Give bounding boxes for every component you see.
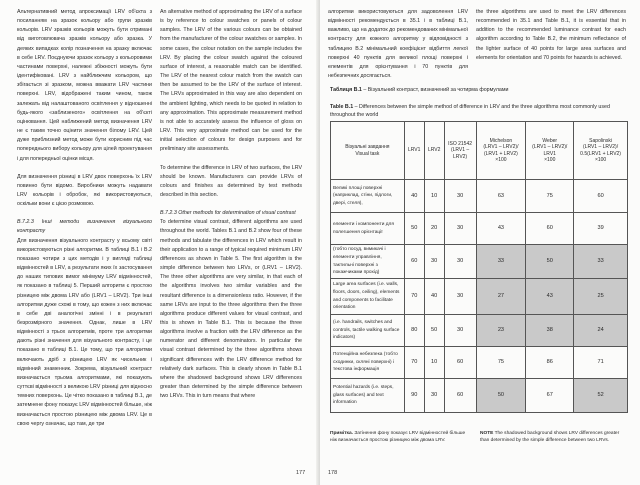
paragraph: To determine the difference in LRV of two surfaces, the LRV should be known. Manufacturers can provide LRVs of colours and finishes as determined by test methods described in this section. <box>160 164 302 198</box>
cell-weber: 67 <box>526 379 574 413</box>
header-sapolinski: Sapolinski (LRV1 – LRV2)/ 0.5(LRV1 + LRV2) ×100 <box>574 122 628 180</box>
cell-iso: 60 <box>444 347 476 379</box>
cell-weber: 60 <box>526 213 574 245</box>
cell-michelson: 75 <box>476 347 526 379</box>
cell-iso: 30 <box>444 279 476 315</box>
cell-michelson: 33 <box>476 245 526 279</box>
caption-text: Differences between the simple method of difference in LRV and the three algorithms most commonly used throughout the world <box>330 104 610 118</box>
header-michelson: Michelson (LRV1 – LRV2)/ (LRV1 + LRV2) ×100 <box>476 122 526 180</box>
note-label: Примітка. <box>330 431 353 436</box>
cell-sapolinski: 71 <box>574 347 628 379</box>
cell-lrv2: 10 <box>424 347 444 379</box>
cell-sapolinski: 39 <box>574 213 628 245</box>
table-row <box>331 245 628 279</box>
cell-lrv1: 50 <box>404 213 424 245</box>
cell-iso: 30 <box>444 315 476 347</box>
cell-lrv2: 10 <box>424 180 444 213</box>
cell-michelson: 27 <box>476 279 526 315</box>
cell-michelson: 63 <box>476 180 526 213</box>
paragraph: Для визначення різниці в LRV двох поверхонь їх LRV повинно бути відомо. Виробники можуть надавати LRV кольорів і обробок, які використовуються, оскільки вони є цією розмовою. <box>17 173 152 208</box>
cell-sapolinski: 33 <box>574 245 628 279</box>
caption-text: Візуальний контраст, визначений за чотирма формулами <box>367 87 509 93</box>
cell-sapolinski: 24 <box>574 315 628 347</box>
cell-iso: 30 <box>444 245 476 279</box>
header-iso: ISO 21542 (LRV1 – LRV2) <box>444 122 476 180</box>
cell-visual-task: (тобто посуд, вимикачі і елементи управління, тактильні поверхні з покажчиками прохід) <box>331 245 405 279</box>
table-caption-en: Table B.1 – Differences between the simple method of difference in LRV and the three algorithms most commonly used throughout the world <box>330 104 610 118</box>
table-row <box>331 279 628 315</box>
cell-visual-task: Великі площі поверхні (наприклад, стіни, підлоги, двері, стеля), <box>331 180 405 213</box>
table-row <box>331 347 628 379</box>
cell-visual-task: Потенційна небезпека (тобто сходинки, скляні поверхні) і текстова інформація <box>331 347 405 379</box>
table-row <box>331 315 628 347</box>
cell-visual-task: Potential hazards (i.e. steps, glass surfaces) and text information <box>331 379 405 413</box>
header-lrv1: LRV1 <box>404 122 424 180</box>
cell-weber: 50 <box>526 245 574 279</box>
cell-michelson: 50 <box>476 379 526 413</box>
cell-iso: 30 <box>444 180 476 213</box>
right-page <box>320 0 640 485</box>
cell-weber: 75 <box>526 180 574 213</box>
paragraph: алгоритми використовуються для задоволення LRV відмінності рекомендується в 35.1 і в таблиці В.1, важливо, що на додаток до рекомендованих мінімальної контрасту для кожного алгоритму у відповідності з таблицею В.2 мінімальний коефіцієнт відбиття легкої поверхні 40 пунктів для великої площі поверхні і елементів для орієнтування і 70 пунктів для небезпечних досягається. <box>328 9 468 80</box>
table-row <box>331 379 628 413</box>
cell-weber: 38 <box>526 315 574 347</box>
cell-lrv1: 60 <box>404 245 424 279</box>
section-heading: B.7.2.3 Other methods for determination of visual contrast <box>160 210 296 217</box>
cell-visual-task: елементи і компоненти для полегшення орієнтації <box>331 213 405 245</box>
cell-lrv2: 50 <box>424 315 444 347</box>
table-body <box>331 180 628 413</box>
table-caption-uk: Таблиця В.1 – Візуальний контраст, визначений за чотирма формулами <box>330 87 509 93</box>
cell-lrv2: 20 <box>424 213 444 245</box>
caption-label: Таблиця В.1 <box>330 87 362 93</box>
cell-lrv2: 30 <box>424 379 444 413</box>
header-lrv2: LRV2 <box>424 122 444 180</box>
paragraph: the three algorithms are used to meet the LRV differences recommended in 35.1 and Table B.1, it is essential that in addition to the recommended luminance contrast for each algorithm according to Table B.2, the minimum reflectance of the lighter surface of 40 points for large area surfaces and elements for orientation and 70 points for hazards is achieved. <box>476 9 626 61</box>
cell-visual-task: (i.e. handrails, switches and controls, tactile walking surface indicators) <box>331 315 405 347</box>
cell-iso: 60 <box>444 379 476 413</box>
cell-weber: 43 <box>526 279 574 315</box>
note-label: NOTE <box>480 431 494 436</box>
cell-sapolinski: 60 <box>574 180 628 213</box>
left-col-ukrainian <box>17 8 152 463</box>
right-top-english <box>476 8 626 84</box>
cell-lrv1: 70 <box>404 347 424 379</box>
note-text: Затінення фону показує LRV відмінностей більше ніж визначається простою різницею між двома LRV. <box>330 431 466 443</box>
comparison-table <box>330 121 628 413</box>
paragraph: To determine visual contrast, different algorithms are used throughout the world. Tables B.1 and B.2 show four of these methods and tabulate the differences in LRV which result in their application to a range of typical required minimum LRV differences as shown in Table 5. The first algorithm is the simple difference between two LRVs, or (LRV1 – LRV2). The three other algorithms are very similar, in that each of the algorithms involves two similar variables and the resultant difference is a dimensionless ratio. However, if the same LRVs are input to the three algorithms then the three algorithms produce different values for visual contrast, and this is shown in Table B.1. This is because the three algorithms involve a fraction with the LRV difference as the numerator and different denominators. In particular the visual contrast determined by the three algorithms shows significant differences with the LRV difference method for relatively dark surfaces. This is clearly shown in Table B.1 where the shadowed background shows LRV differences greater than determined by the simple difference between two LRVs. This in turn means that where <box>160 219 302 400</box>
cell-michelson: 23 <box>476 315 526 347</box>
table-row <box>331 180 628 213</box>
header-visual-task: Візуальні завдання Visual task <box>331 122 405 180</box>
table-row <box>331 213 628 245</box>
cell-michelson: 43 <box>476 213 526 245</box>
cell-sapolinski: 52 <box>574 379 628 413</box>
paragraph: Альтернативний метод апроксимації LRV об'єкта з посиланням на зразок кольору або групи зразків кольорів. LRV зразків кольорів можуть бути отримані від виготовлювача зразків кольору або зразка. У деяких випадках колір позначення на зразку включає в себе LRV. Поєднуючи зразок кольору з кольоровими частинами поверхні, належні збіжності можуть бути ідентифіковані. LRV з найближчим кольором, що збігається зі зразком, можна вважати LRV частини поверхні. LRV, відображені таким чином, також залежать від налаштованого освітлення у відношенні будь-якого «заблизеного» освітлення на об'єкті оцінювання. Цей наближений метод визначення LRV не є таким точно оцінити значення білому LRV. Цей дуже приблизний метод може бути корисним під час попереднього вибору кольору для цілей проектування і для попередньої оцінки місця. <box>17 9 152 162</box>
cell-lrv1: 90 <box>404 379 424 413</box>
cell-lrv2: 40 <box>424 279 444 315</box>
cell-weber: 86 <box>526 347 574 379</box>
section-heading: B.7.2.3 Інші методи визначення візуального контрасту <box>17 219 152 235</box>
paragraph: An alternative method of approximating the LRV of a surface is by reference to colour swatches or panels of colour samples. The LRV of the various colours can be obtained from the manufacturer of the colour swatches or samples. In some cases, the colour notation on the sample includes the LRV. By placing the colour swatch against the coloured surface of interest, a reasonable match can be identified. The LRV of the nearest colour match from the swatch can then be assumed to be the LRV of the surface of interest. The LRVs approximated in this way are also dependent on the ambient lighting, which needs to be quoted in relation to any approximation. This approximate measurement method is not able to accurately assess the influence of gloss on LRV. This very approximate method can be used for the initial selection of colours for design purposes and for preliminary site assessments. <box>160 9 302 153</box>
header-weber: Weber (LRV1 – LRV2)/ LRV1 ×100 <box>526 122 574 180</box>
table-note-uk <box>330 430 470 444</box>
cell-sapolinski: 25 <box>574 279 628 315</box>
paragraph: Для визначення візуального контрасту у всьому світі використовуються різні алгоритми. В таблиці В.1 і В.2 показано чотири з цих методів і у вигляді таблиці відмінностей в LRV, а результати яких їх застосування до наших типових вимог мінімуму LRV відмінностей, як показано в таблиці 5. Перший алгоритм є простою різницею між двома LRV або (LRV1 – LRV2). Три інші алгоритми дуже схожі в тому, що кожен з них включає в себе дві аналогічні змінні і в результаті безрозмірного значення. Однак, лише в LRV відмінності з трьох алгоритмів, проте три алгоритми дають різні значення для візуального контрасту, і це показано в таблиці В.1. Це тому, що три алгоритми включають дріб з різницею LRV як чисельник і відмінний знаменник. Зокрема, візуальний контраст визначається трьома алгоритмами, які показують суттєві відмінності з великою LRV різниці для відносно темних поверхонь. Це чітко показано в таблиці В.1, де затемнене фону показує LRV відмінностей більше, ніж визначається простою різницею між двома LRV. Це в свою чергу означає, що там, де три <box>17 237 152 427</box>
note-text: The shadowed background shows LRV differences greater than determined by the simple difference between two LRVs. <box>480 431 620 443</box>
cell-lrv1: 80 <box>404 315 424 347</box>
table-note-en <box>480 430 628 444</box>
left-col-english <box>160 8 302 463</box>
cell-iso: 30 <box>444 213 476 245</box>
cell-lrv1: 70 <box>404 279 424 315</box>
cell-lrv1: 40 <box>404 180 424 213</box>
right-top-ukrainian <box>328 8 468 84</box>
caption-label: Table B.1 <box>330 104 354 110</box>
cell-lrv2: 30 <box>424 245 444 279</box>
page-number: 178 <box>328 470 338 476</box>
cell-visual-task: Large area surfaces (i.e. walls, floors, doors, ceiling), elements and components to facilitate orientation <box>331 279 405 315</box>
page-number: 177 <box>296 470 306 476</box>
